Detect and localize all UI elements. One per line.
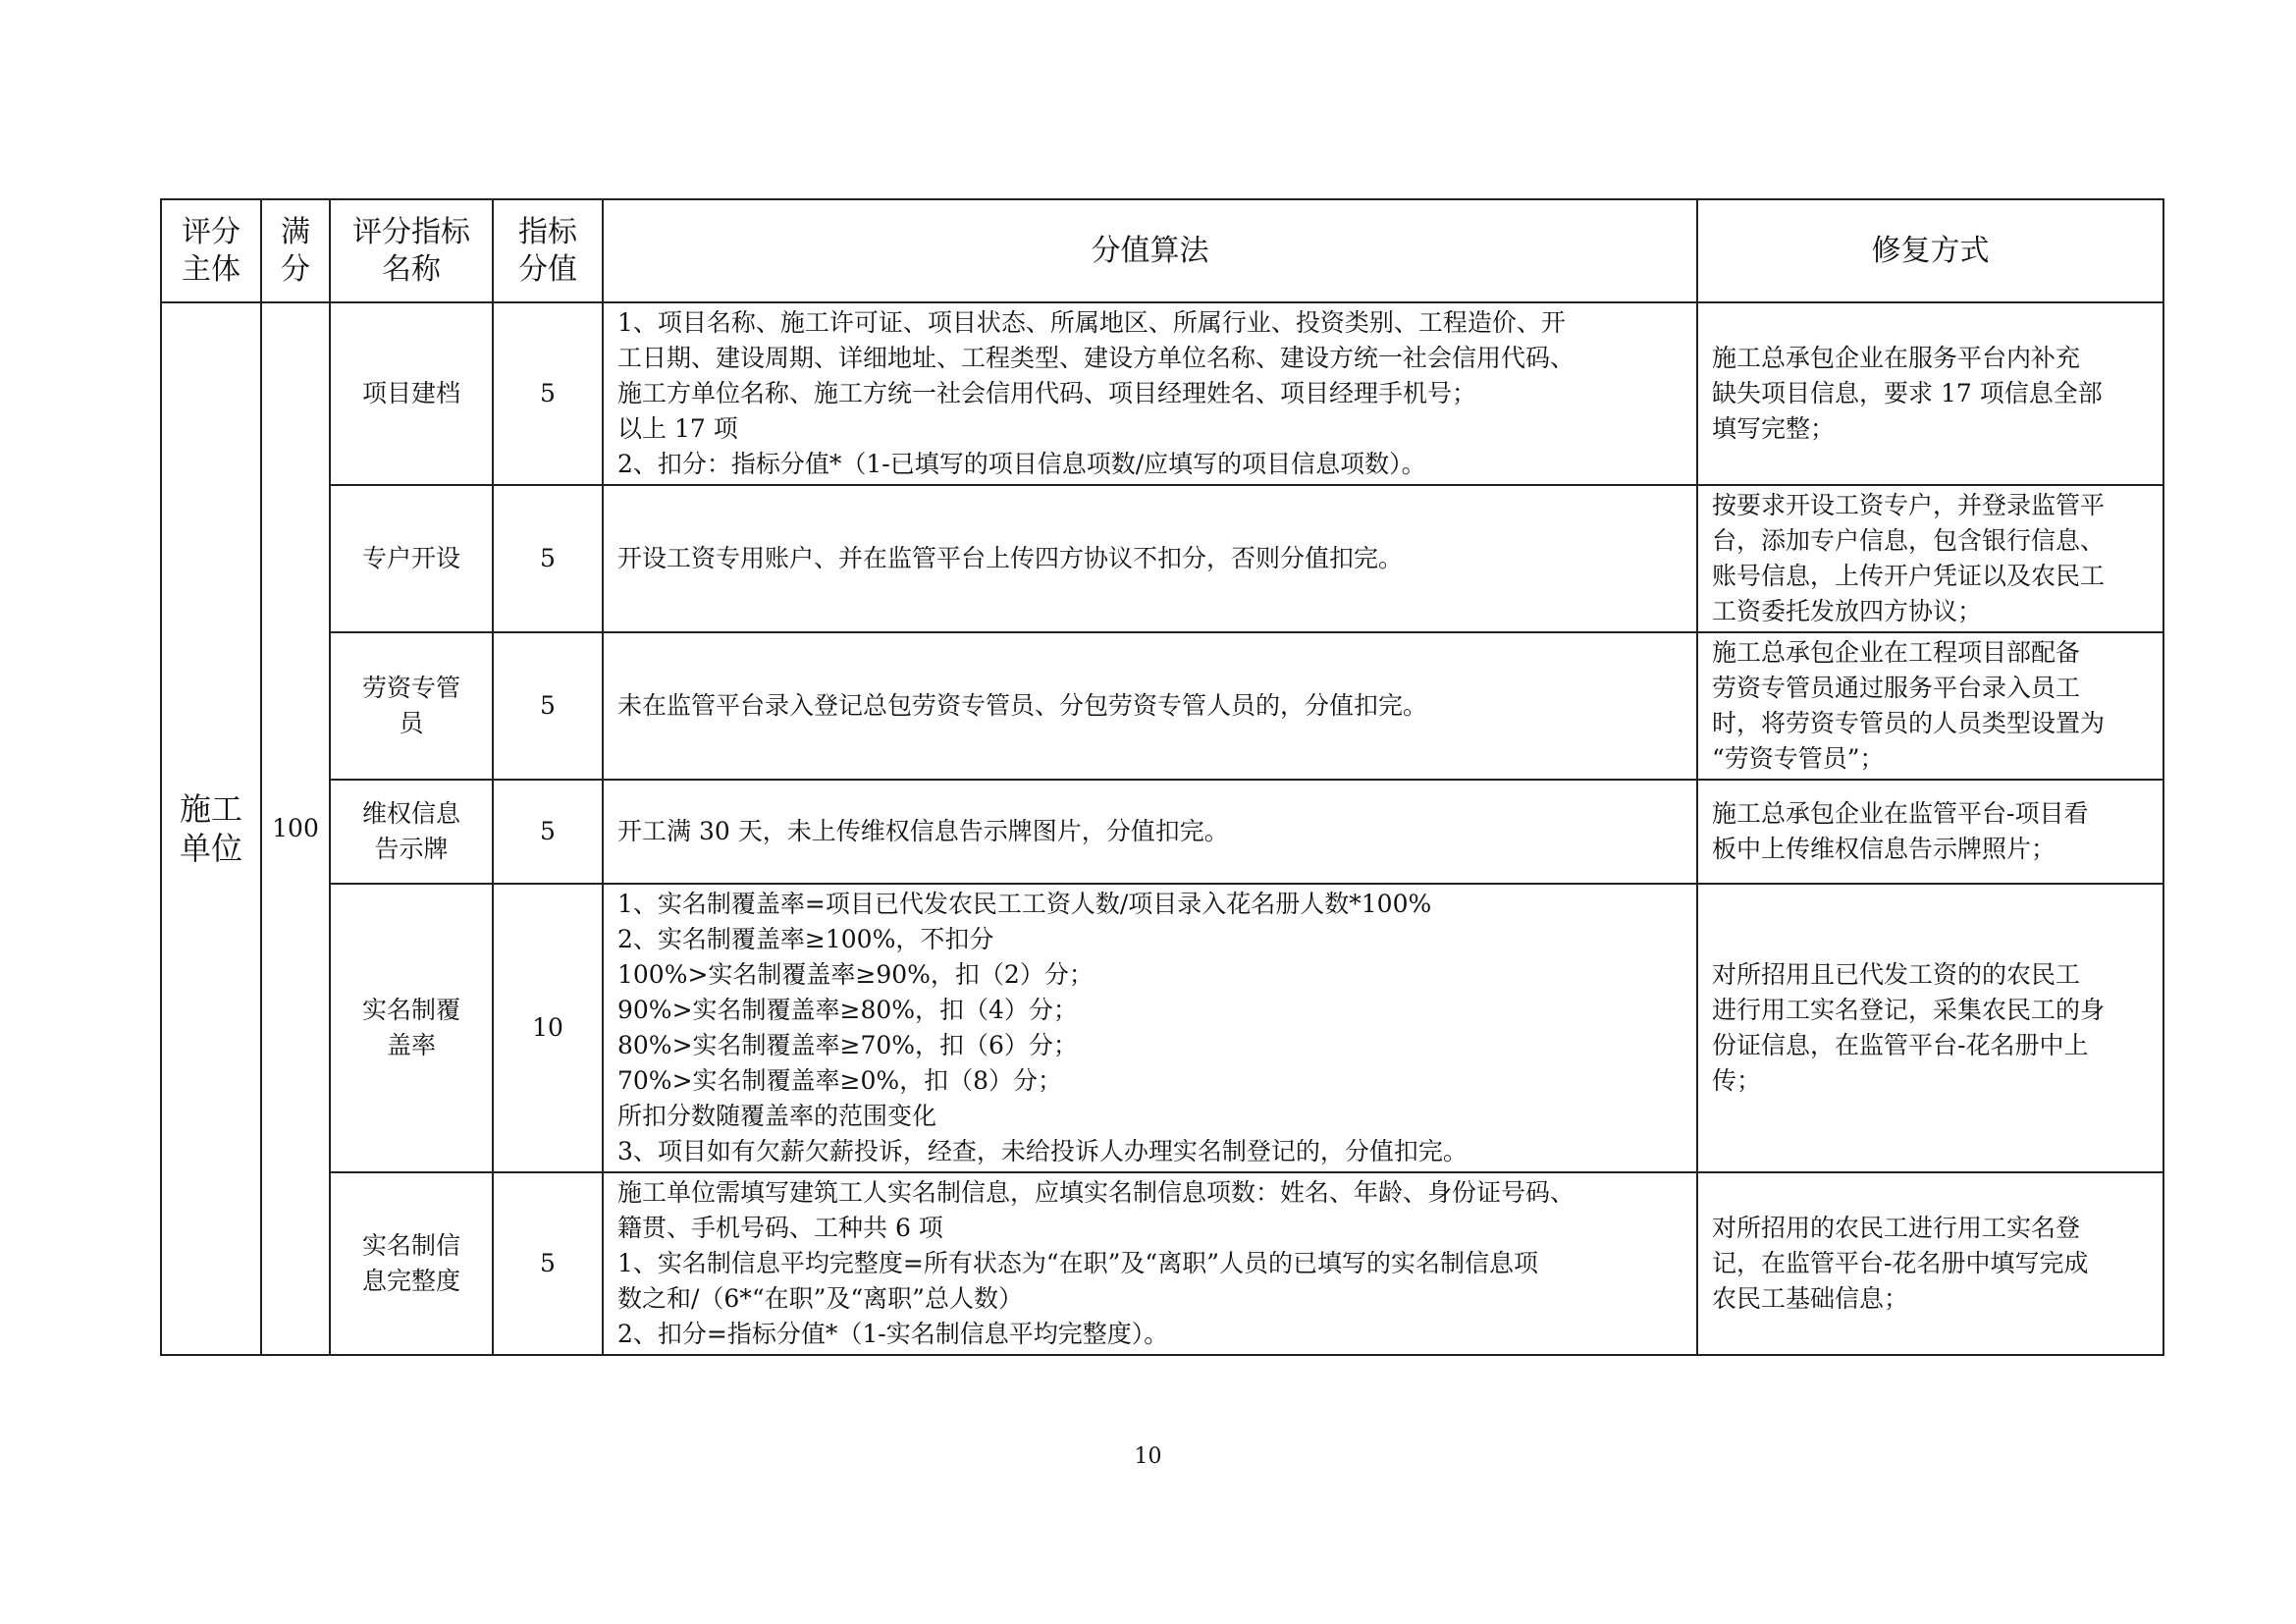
repair-cell (1697, 780, 2163, 884)
algorithm-line: 工日期、建设周期、详细地址、工程类型、建设方单位名称、建设方统一社会信用代码、 (617, 344, 1575, 372)
algorithm-line: 未在监管平台录入登记总包劳资专管员、分包劳资专管人员的，分值扣完。 (617, 691, 1428, 720)
algorithm-line: 所扣分数随覆盖率的范围变化 (617, 1102, 937, 1130)
indicator-score-cell: 5 (493, 780, 603, 884)
algorithm-cell (603, 485, 1697, 632)
indicator-name-cell: 专户开设 (330, 485, 493, 632)
indicator-name-cell: 项目建档 (330, 302, 493, 485)
header-algorithm: 分值算法 (603, 199, 1697, 302)
repair-line: 对所招用且已代发工资的的农民工 (1712, 960, 2081, 989)
repair-line: 施工总承包企业在服务平台内补充 (1712, 344, 2081, 372)
algorithm-line: 施工单位需填写建筑工人实名制信息，应填实名制信息项数：姓名、年龄、身份证号码、 (617, 1178, 1575, 1207)
repair-line: 填写完整； (1712, 414, 1836, 443)
indicator-name-cell: 劳资专管 员 (330, 632, 493, 780)
table-row (161, 302, 2163, 485)
indicator-score-cell: 5 (493, 1172, 603, 1355)
algorithm-line: 100%>实名制覆盖率≥90%，扣（2）分； (617, 960, 1094, 989)
algorithm-line: 1、实名制信息平均完整度=所有状态为“在职”及“离职”人员的已填写的实名制信息项 (617, 1249, 1538, 1277)
algorithm-line: 数之和/（6*“在职”及“离职”总人数） (617, 1284, 1023, 1313)
repair-line: 板中上传维权信息告示牌照片； (1712, 835, 2056, 863)
algorithm-line: 80%>实名制覆盖率≥70%，扣（6）分； (617, 1031, 1078, 1059)
repair-line: 农民工基础信息； (1712, 1284, 1909, 1313)
algorithm-line: 籍贯、手机号码、工种共 6 项 (617, 1214, 943, 1242)
indicator-score-cell: 5 (493, 485, 603, 632)
repair-line: “劳资专管员”； (1712, 744, 1885, 773)
indicator-name-cell: 实名制信 息完整度 (330, 1172, 493, 1355)
repair-line: 份证信息，在监管平台-花名册中上 (1712, 1031, 2089, 1059)
header-indicator-name: 评分指标 名称 (330, 199, 493, 302)
header-subject: 评分 主体 (161, 199, 261, 302)
algorithm-line: 1、实名制覆盖率=项目已代发农民工工资人数/项目录入花名册人数*100% (617, 890, 1432, 918)
algorithm-cell (603, 632, 1697, 780)
scoring-table-container (160, 198, 2163, 1356)
repair-line: 按要求开设工资专户，并登录监管平 (1712, 491, 2106, 519)
algorithm-line: 1、项目名称、施工许可证、项目状态、所属地区、所属行业、投资类别、工程造价、开 (617, 308, 1566, 337)
repair-line: 账号信息，上传开户凭证以及农民工 (1712, 562, 2106, 590)
repair-cell (1697, 485, 2163, 632)
repair-cell (1697, 884, 2163, 1172)
algorithm-line: 70%>实名制覆盖率≥0%，扣（8）分； (617, 1066, 1063, 1095)
algorithm-cell (603, 884, 1697, 1172)
header-repair: 修复方式 (1697, 199, 2163, 302)
table-row (161, 780, 2163, 884)
repair-line: 施工总承包企业在监管平台-项目看 (1712, 799, 2089, 828)
repair-line: 对所招用的农民工进行用工实名登 (1712, 1214, 2081, 1242)
subject-cell: 施工 单位 (161, 302, 261, 1355)
table-row (161, 632, 2163, 780)
algorithm-line: 2、扣分=指标分值*（1-实名制信息平均完整度）。 (617, 1320, 1169, 1348)
indicator-score-cell: 5 (493, 632, 603, 780)
table-row (161, 485, 2163, 632)
full-score-cell: 100 (261, 302, 330, 1355)
repair-line: 进行用工实名登记，采集农民工的身 (1712, 996, 2106, 1024)
algorithm-cell (603, 302, 1697, 485)
header-full-score: 满 分 (261, 199, 330, 302)
repair-cell (1697, 302, 2163, 485)
indicator-name-cell: 维权信息 告示牌 (330, 780, 493, 884)
algorithm-line: 90%>实名制覆盖率≥80%，扣（4）分； (617, 996, 1078, 1024)
repair-line: 劳资专管员通过服务平台录入员工 (1712, 674, 2081, 702)
algorithm-line: 3、项目如有欠薪欠薪投诉，经查，未给投诉人办理实名制登记的，分值扣完。 (617, 1137, 1468, 1165)
algorithm-line: 以上 17 项 (617, 414, 738, 443)
header-indicator-score: 指标 分值 (493, 199, 603, 302)
algorithm-line: 开设工资专用账户、并在监管平台上传四方协议不扣分，否则分值扣完。 (617, 544, 1404, 572)
table-row (161, 884, 2163, 1172)
repair-cell (1697, 1172, 2163, 1355)
algorithm-cell (603, 1172, 1697, 1355)
repair-line: 缺失项目信息，要求 17 项信息全部 (1712, 379, 2103, 407)
repair-line: 台，添加专户信息，包含银行信息、 (1712, 526, 2106, 555)
algorithm-line: 2、实名制覆盖率≥100%，不扣分 (617, 925, 994, 953)
indicator-score-cell: 10 (493, 884, 603, 1172)
repair-line: 时，将劳资专管员的人员类型设置为 (1712, 709, 2106, 737)
algorithm-line: 2、扣分：指标分值*（1-已填写的项目信息项数/应填写的项目信息项数）。 (617, 450, 1426, 478)
page-number: 10 (1134, 1444, 1162, 1469)
indicator-name-cell: 实名制覆 盖率 (330, 884, 493, 1172)
repair-line: 传； (1712, 1066, 1762, 1095)
indicator-score-cell: 5 (493, 302, 603, 485)
algorithm-line: 开工满 30 天，未上传维权信息告示牌图片，分值扣完。 (617, 817, 1229, 845)
header-row (161, 199, 2163, 302)
algorithm-line: 施工方单位名称、施工方统一社会信用代码、项目经理姓名、项目经理手机号； (617, 379, 1477, 407)
repair-line: 记，在监管平台-花名册中填写完成 (1712, 1249, 2089, 1277)
algorithm-cell (603, 780, 1697, 884)
repair-line: 工资委托发放四方协议； (1712, 597, 1983, 625)
scoring-table (160, 198, 2164, 1356)
table-row (161, 1172, 2163, 1355)
repair-line: 施工总承包企业在工程项目部配备 (1712, 638, 2081, 667)
repair-cell (1697, 632, 2163, 780)
